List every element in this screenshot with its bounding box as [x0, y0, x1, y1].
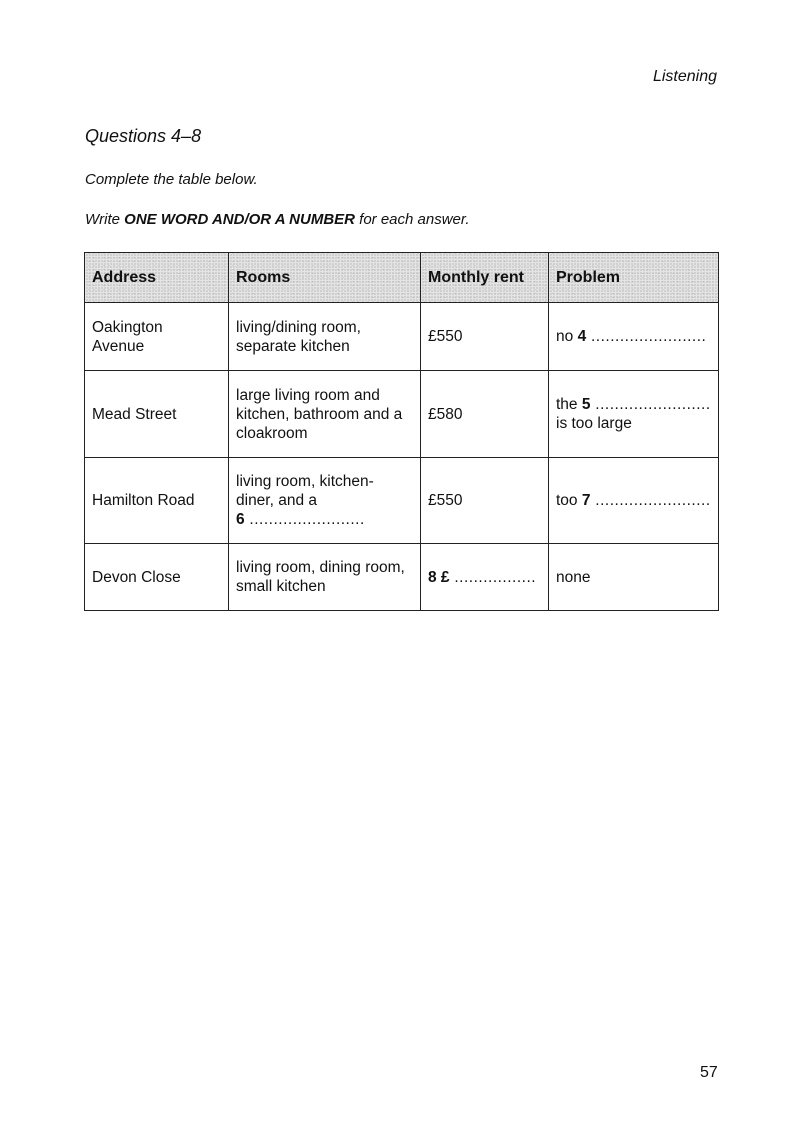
instruction-complete: Complete the table below. — [85, 171, 258, 188]
address-cell: Devon Close — [85, 544, 229, 611]
rent-cell: £550 — [421, 458, 549, 544]
question-number-4: 4 — [577, 328, 587, 345]
rooms-line: cloakroom — [236, 424, 308, 442]
table-row — [85, 458, 719, 544]
address-cell: Mead Street — [85, 371, 229, 458]
rent-cell: £580 — [421, 371, 549, 458]
header-address: Address — [85, 253, 229, 303]
answer-blank-4[interactable]: ........................ — [586, 328, 707, 345]
rooms-line: diner, and a — [236, 492, 318, 509]
problem-prefix: no — [556, 328, 578, 345]
instruction-prefix: Write — [85, 211, 125, 228]
table-row — [85, 303, 719, 371]
running-head: Listening — [652, 68, 717, 85]
page-number: 57 — [700, 1064, 718, 1081]
address-text: Oakington Avenue — [92, 318, 163, 355]
answer-blank-7[interactable]: ........................ — [590, 492, 711, 509]
rooms-line: kitchen, bathroom and a — [236, 405, 403, 423]
problem-prefix: the — [556, 396, 582, 413]
rooms-cell — [229, 371, 421, 458]
question-number-8: 8 — [428, 568, 437, 586]
questions-title: Questions 4–8 — [85, 126, 202, 146]
question-number-5: 5 — [581, 396, 591, 413]
table-row — [85, 371, 719, 458]
rooms-line: small kitchen — [236, 578, 326, 595]
problem-prefix: too — [556, 492, 582, 509]
header-monthly-rent: Monthly rent — [421, 253, 549, 303]
question-number-6: 6 — [236, 511, 245, 528]
answer-blank-8[interactable]: ................. — [449, 568, 537, 586]
rent-currency: £ — [436, 568, 450, 586]
problem-cell — [549, 371, 719, 458]
rooms-line: large living room and — [236, 386, 380, 404]
address-cell: Hamilton Road — [85, 458, 229, 544]
answer-blank-5[interactable]: ........................ — [590, 396, 711, 413]
rent-cell — [421, 544, 549, 611]
rooms-cell — [229, 544, 421, 611]
address-cell — [85, 303, 229, 371]
problem-cell — [549, 458, 719, 544]
problem-cell — [549, 303, 719, 371]
rooms-line: living/dining room, — [236, 318, 361, 336]
instruction-suffix: for each answer. — [355, 211, 470, 228]
question-number-7: 7 — [581, 492, 591, 509]
header-problem: Problem — [549, 253, 719, 303]
rent-cell: £550 — [421, 303, 549, 371]
problem-suffix: is too large — [556, 415, 632, 432]
table-header-row — [85, 253, 719, 303]
instruction-word-limit — [85, 211, 470, 228]
rooms-line: living room, kitchen- — [236, 473, 374, 490]
rooms-cell — [229, 303, 421, 371]
rental-table — [84, 252, 719, 611]
rooms-line: separate kitchen — [236, 337, 350, 355]
rooms-cell — [229, 458, 421, 544]
problem-cell: none — [549, 544, 719, 611]
instruction-word-limit-bold: ONE WORD AND/OR A NUMBER — [124, 211, 355, 228]
table-row — [85, 544, 719, 611]
rooms-line: living room, dining room, — [236, 559, 405, 576]
header-rooms: Rooms — [229, 253, 421, 303]
answer-blank-6[interactable]: ........................ — [244, 511, 365, 528]
